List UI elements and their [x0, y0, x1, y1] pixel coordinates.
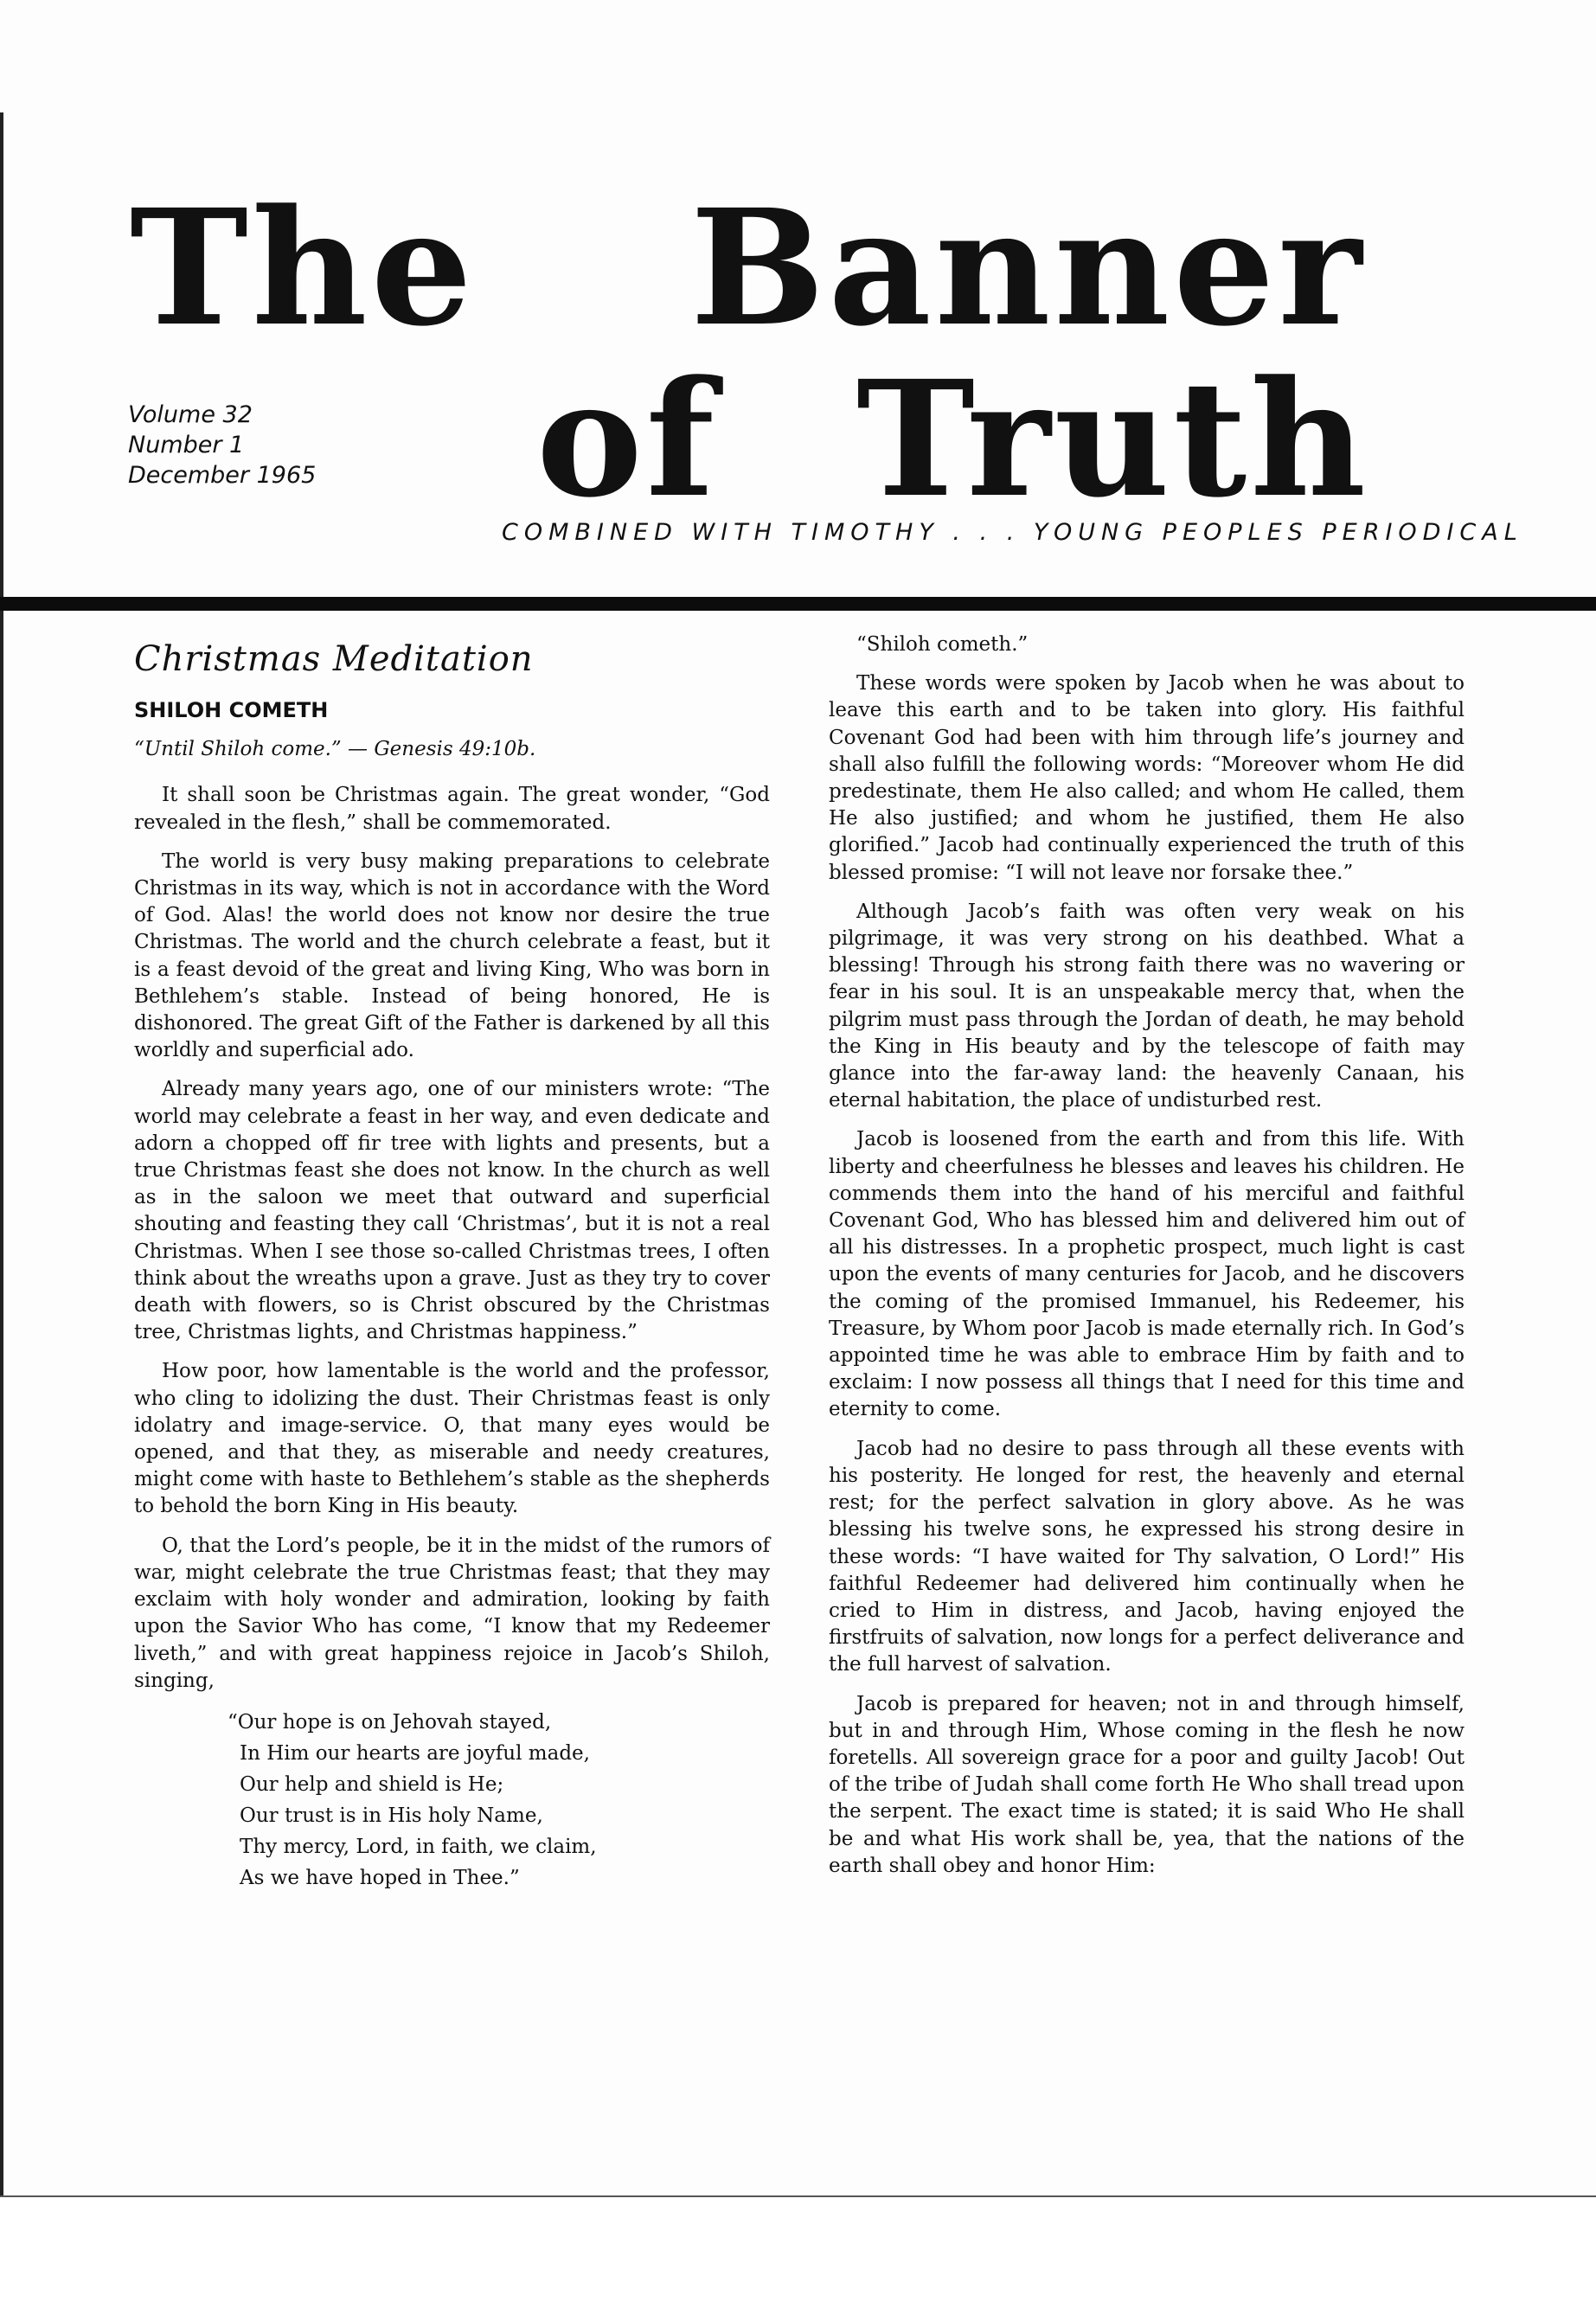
issue-info: [128, 400, 353, 490]
masthead-tagline: COMBINED WITH TIMOTHY . . . YOUNG PEOPLES PERIODICAL: [502, 519, 1523, 546]
poem-line: Our trust is in His holy Name,: [240, 1804, 543, 1827]
poem-line: “Our hope is on Jehovah stayed,: [228, 1710, 552, 1734]
paragraph: Jacob is prepared for heaven; not in and through himself, but in and through Him, Whose coming in the flesh he now foretells. All sovereign grace for a poor and guilty Jacob! Out of the tribe of Judah shall come forth He Who shall tread upon the serpent. The exact time is stated; it is said Who He shall be and what His work shall be, yea, that the nations of the earth shall obey and honor Him:: [829, 1692, 1465, 1877]
right-column: [829, 631, 1465, 1892]
poem-line: As we have hoped in Thee.”: [240, 1866, 520, 1889]
page-bottom-margin: [0, 2195, 1596, 2301]
poem-line: In Him our hearts are joyful made,: [240, 1741, 590, 1765]
poem-line: Our help and shield is He;: [240, 1772, 504, 1796]
issue-volume: Volume 32: [128, 401, 253, 428]
article-epigraph: “Until Shiloh come.” — Genesis 49:10b.: [134, 738, 536, 761]
paragraph: Already many years ago, one of our ministers wrote: “The world may celebrate a feast in her way, and even dedicate and adorn a chopped off fir tree with lights and presents, but a true Christmas feast she does not know. In the church as well as in the saloon we meet that outward and superficial shouting and feasting they call ‘Christmas’, but it is not a real Christmas. When I see those so-called Christmas trees, I often think about the wreaths upon a grave. Just as they try to cover death with flowers, so is Christ obscured by the Christmas tree, Christmas lights, and Christmas happiness.”: [134, 1078, 770, 1344]
left-column: [134, 631, 770, 1894]
paragraph: Although Jacob’s faith was often very weak on his pilgrimage, it was very strong on his deathbed. What a blessing! Through his strong faith there was no wavering or fear in his soul. It is an unspeakable mercy that, when the pilgrim must pass through the Jordan of death, he may behold the King in His beauty and by the telescope of faith may glance into the far-away land: the heavenly Canaan, his eternal habitation, the place of undisturbed rest.: [829, 900, 1465, 1112]
masthead-word-truth: Truth: [856, 346, 1370, 533]
paragraph: These words were spoken by Jacob when he was about to leave this earth and to be taken into glory. His faithful Covenant God had been with him through life’s journey and shall also fulfill the following words: “Moreover whom He did predestinate, them He also called; and whom He called, them He also justified; and whom he justified, them He also glorified.” Jacob had continually experienced the truth of this blessed promise: “I will not leave nor forsake thee.”: [829, 672, 1465, 884]
issue-date: December 1965: [128, 462, 317, 489]
paragraph: The world is very busy making preparations to celebrate Christmas in its way, which is not in accordance with the Word of God. Alas! the world does not know nor desire the true Christmas. The world and the church celebrate a feast, but it is a feast devoid of the great and living King, Who was born in Bethlehem’s stable. Instead of being honored, He is dishonored. The great Gift of the Father is darkened by all this worldly and superficial ado.: [134, 849, 770, 1062]
paragraph: “Shiloh cometh.”: [856, 633, 1029, 656]
article-title: Christmas Meditation: [134, 639, 534, 679]
paragraph: Jacob is loosened from the earth and from this life. With liberty and cheerfulness he blesses and leaves his children. He commends them into the hand of his merciful and faithful Covenant God, Who has blessed him and delivered him out of all his distresses. In a prophetic prospect, much light is cast upon the events of many centuries for Jacob, and he discovers the coming of the promised Immanuel, his Redeemer, his Treasure, by Whom poor Jacob is made eternally rich. In God’s appointed time he was able to embrace Him by faith and to exclaim: I now possess all things that I need for this time and eternity to come.: [829, 1128, 1465, 1421]
paragraph: It shall soon be Christmas again. The great wonder, “God revealed in the flesh,” shall be commemorated.: [134, 784, 770, 834]
article-subtitle: SHILOH COMETH: [134, 698, 329, 722]
issue-number: Number 1: [128, 432, 245, 458]
paragraph: O, that the Lord’s people, be it in the midst of the rumors of war, might celebrate the true Christmas feast; that they may exclaim with holy wonder and admiration, looking by faith upon the Savior Who has come, “I know that my Redeemer liveth,” and with great happiness rejoice in Jacob’s Shiloh, singing,: [134, 1534, 770, 1692]
masthead-word-the: The: [130, 175, 476, 362]
poem: [134, 1707, 770, 1894]
page-edge-shadow: [0, 112, 3, 2197]
masthead-word-banner: Banner: [690, 175, 1366, 362]
paragraph: How poor, how lamentable is the world and the professor, who cling to idolizing the dust. Their Christmas feast is only idolatry and image-service. O, that many eyes would be opened, and that they, as miserable and needy creatures, might come with haste to Bethlehem’s stable as the shepherds to behold the born King in His beauty.: [134, 1360, 770, 1518]
paragraph: Jacob had no desire to pass through all these events with his posterity. He longed for rest, the heavenly and eternal rest; for the perfect salvation in glory above. As he was blessing his twelve sons, he expressed his strong desire in these words: “I have waited for Thy salvation, O Lord!” His faithful Redeemer had delivered him continually when he cried to Him in distress, and Jacob, having enjoyed the firstfruits of salvation, now longs for a perfect deliverance and the full harvest of salvation.: [829, 1437, 1465, 1676]
masthead-rule: [0, 597, 1596, 611]
poem-line: Thy mercy, Lord, in faith, we claim,: [240, 1835, 597, 1858]
masthead-word-of: of: [536, 346, 718, 533]
